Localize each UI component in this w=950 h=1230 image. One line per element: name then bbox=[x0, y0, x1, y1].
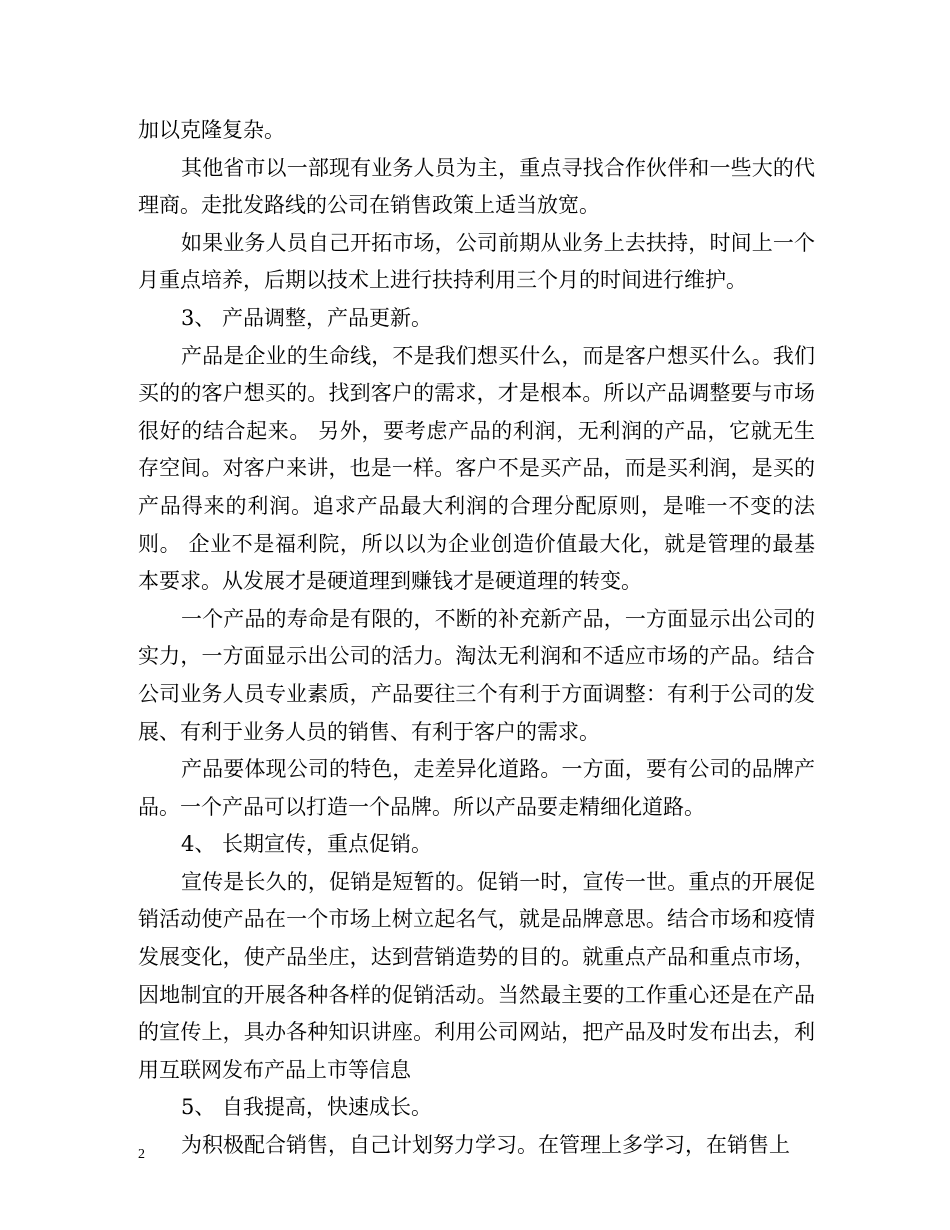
section-heading-product-adjustment: 3、 产品调整，产品更新。 bbox=[181, 305, 433, 330]
paragraph-product-differentiation: 产品要体现公司的特色，走差异化道路。一方面，要有公司的品牌产品。一个产品可以打造一个品牌。所以产品要走精细化道路。 bbox=[138, 757, 815, 819]
paragraph-product-lifeline: 产品是企业的生命线，不是我们想买什么，而是客户想买什么。我们买的的客户想买的。找到客户的需求，才是根本。所以产品调整要与市场很好的结合起来。 另外，要考虑产品的利润，无利润的产品，它就无生存空间。对客户来讲，也是一样。客户不是买产品，而是买利润，是买的产品得来的利润。追求产品最大利润的合理分配原则，是唯一不变的法则。 企业不是福利院，所以以为企业创造价值最大化，就是管理的最基本要求。从发展才是硬道理到赚钱才是硬道理的转变。 bbox=[138, 343, 815, 594]
paragraph-other-provinces: 其他省市以一部现有业务人员为主，重点寻找合作伙伴和一些大的代理商。走批发路线的公司在销售政策上适当放宽。 bbox=[138, 155, 815, 218]
paragraph-learning: 为积极配合销售，自己计划努力学习。在管理上多学习，在销售上 bbox=[181, 1133, 790, 1158]
page-number: 2 bbox=[138, 1147, 145, 1162]
paragraph-continuation: 加以克隆复杂。 bbox=[138, 118, 285, 142]
paragraph-promotion: 宣传是长久的，促销是短暂的。促销一时，宣传一世。重点的开展促销活动使产品在一个市场上树立起名气，就是品牌意思。结合市场和疫情发展变化，使产品坐庄，达到营销造势的目的。就重点产品和重点市场，因地制宜的开展各种各样的促销活动。当然最主要的工作重心还是在产品的宣传上，具办各种知识讲座。利用公司网站，把产品及时发布出去，利用互联网发布产品上市等信息 bbox=[138, 869, 815, 1082]
paragraph-product-lifespan: 一个产品的寿命是有限的，不断的补充新产品，一方面显示出公司的实力，一方面显示出公司的活力。淘汰无利润和不适应市场的产品。结合公司业务人员专业素质，产品要往三个有利于方面调整：有利于公司的发展、有利于业务人员的销售、有利于客户的需求。 bbox=[138, 606, 815, 744]
document-body bbox=[138, 112, 815, 1165]
section-heading-promotion: 4、 长期宣传，重点促销。 bbox=[181, 832, 433, 857]
section-heading-self-improvement: 5、 自我提高，快速成长。 bbox=[181, 1095, 433, 1120]
paragraph-sales-support: 如果业务人员自己开拓市场，公司前期从业务上去扶持，时间上一个月重点培养，后期以技术上进行扶持利用三个月的时间进行维护。 bbox=[138, 230, 815, 293]
